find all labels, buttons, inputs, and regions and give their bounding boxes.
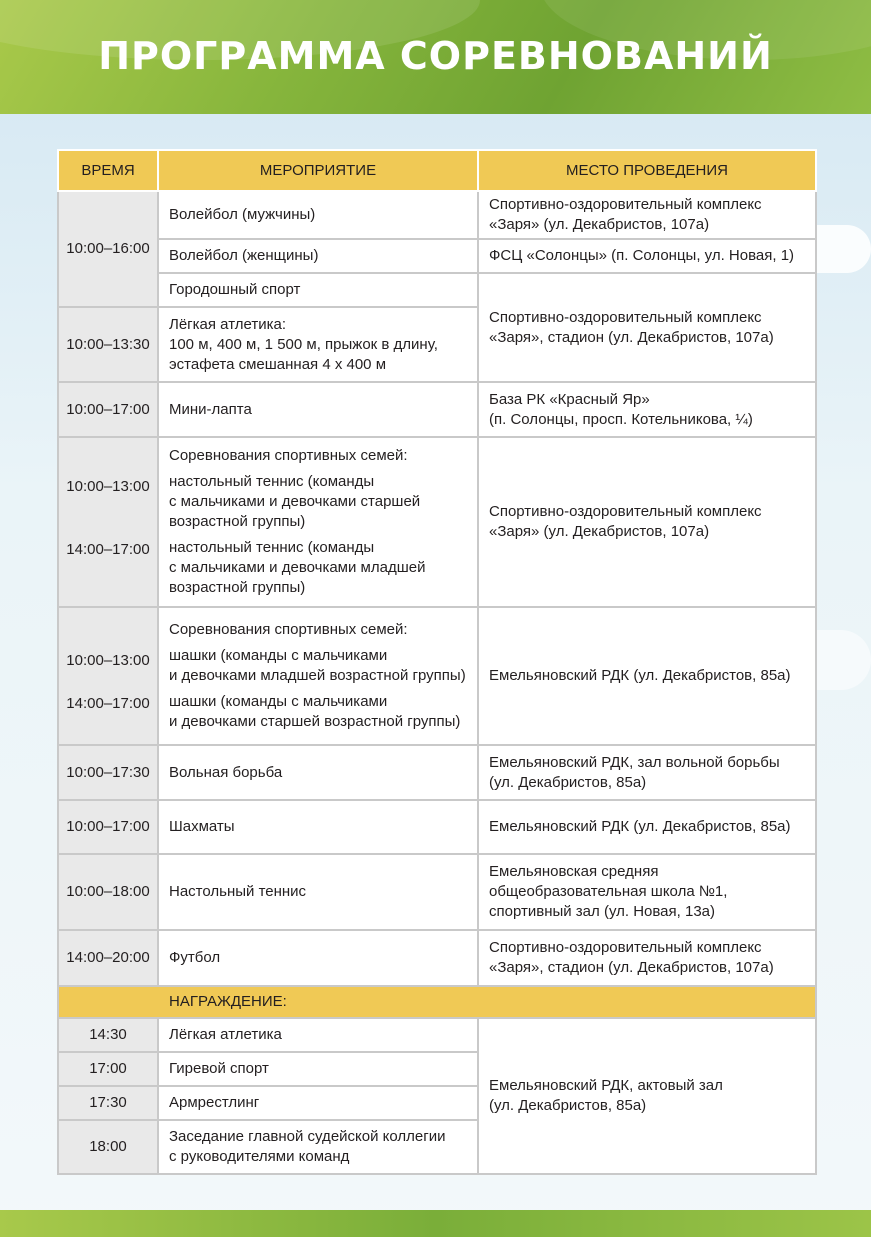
event-line: Соревнования спортивных семей:: [169, 447, 408, 464]
time-cell: 18:00: [58, 1120, 158, 1174]
place-line: спортивный зал (ул. Новая, 13а): [489, 903, 715, 920]
event-line: и девочками старшей возрастной группы): [169, 713, 461, 730]
event-cell: Лёгкая атлетика: [158, 1018, 478, 1052]
event-line: с мальчиками и девочками старшей: [169, 493, 421, 510]
event-cell: [158, 437, 478, 607]
place-line: Емельяновский РДК, зал вольной борьбы: [489, 753, 780, 771]
place-cell: [478, 854, 816, 930]
table-row: [58, 191, 816, 239]
time-line: 14:00–17:00: [66, 541, 150, 558]
event-line: с мальчиками и девочками младшей: [169, 559, 426, 576]
place-line: (п. Солонцы, просп. Котельникова, ¼): [489, 410, 753, 428]
time-cell: 14:00–20:00: [58, 930, 158, 986]
time-line: 14:00–17:00: [66, 694, 150, 712]
table-row: [58, 273, 816, 307]
place-line: «Заря», стадион (ул. Декабристов, 107а): [489, 328, 774, 346]
event-line: возрастной группы): [169, 579, 306, 596]
time-cell: 10:00–17:30: [58, 745, 158, 800]
time-cell: 17:30: [58, 1086, 158, 1120]
event-line: настольный теннис (команды: [169, 539, 375, 556]
event-line: настольный теннис (команды: [169, 473, 375, 490]
event-cell: [158, 607, 478, 745]
place-line: Спортивно-оздоровительный комплекс: [489, 308, 762, 326]
event-cell: Настольный теннис: [158, 854, 478, 930]
col-header-event: МЕРОПРИЯТИЕ: [158, 150, 478, 191]
event-line: возрастной группы): [169, 513, 306, 530]
col-header-time: ВРЕМЯ: [58, 150, 158, 191]
event-cell: [158, 307, 478, 382]
place-line: общеобразовательная школа №1,: [489, 883, 728, 900]
event-cell: Вольная борьба: [158, 745, 478, 800]
event-cell: Футбол: [158, 930, 478, 986]
time-cell: [58, 607, 158, 745]
footer-banner: [0, 1210, 871, 1237]
place-cell: [478, 1018, 816, 1174]
awards-title: НАГРАЖДЕНИЕ:: [58, 986, 816, 1018]
event-line: Заседание главной судейской коллегии: [169, 1128, 446, 1145]
event-cell: Волейбол (женщины): [158, 239, 478, 273]
event-cell: Городошный спорт: [158, 273, 478, 307]
table-row: [58, 745, 816, 800]
event-cell: Гиревой спорт: [158, 1052, 478, 1086]
place-line: Емельяновский РДК, актовый зал: [489, 1077, 723, 1094]
place-line: Спортивно-оздоровительный комплекс: [489, 196, 762, 213]
place-cell: [478, 745, 816, 800]
time-cell: 10:00–16:00: [58, 191, 158, 307]
col-header-place: МЕСТО ПРОВЕДЕНИЯ: [478, 150, 816, 191]
header-row: [58, 150, 816, 191]
event-line: 100 м, 400 м, 1 500 м, прыжок в длину,: [169, 335, 438, 353]
table-row: [58, 382, 816, 437]
time-cell: 14:30: [58, 1018, 158, 1052]
table-row: [58, 239, 816, 273]
place-cell: [478, 437, 816, 607]
event-cell: Шахматы: [158, 800, 478, 854]
place-cell: [478, 382, 816, 437]
event-line: Лёгкая атлетика:: [169, 315, 286, 333]
event-line: с руководителями команд: [169, 1148, 350, 1165]
table-row: [58, 1018, 816, 1052]
event-line: Соревнования спортивных семей:: [169, 621, 408, 638]
event-line: шашки (команды с мальчиками: [169, 647, 388, 664]
place-cell: Емельяновский РДК (ул. Декабристов, 85а): [478, 800, 816, 854]
place-line: (ул. Декабристов, 85а): [489, 1097, 647, 1114]
place-cell: [478, 273, 816, 382]
place-line: Спортивно-оздоровительный комплекс: [489, 939, 762, 956]
table-row: [58, 437, 816, 607]
event-line: шашки (команды с мальчиками: [169, 693, 388, 710]
table-row: [58, 930, 816, 986]
time-cell: 10:00–13:30: [58, 307, 158, 382]
time-cell: [58, 437, 158, 607]
event-line: эстафета смешанная 4 х 400 м: [169, 355, 387, 373]
page-title: ПРОГРАММА СОРЕВНОВАНИЙ: [98, 34, 773, 78]
time-cell: 17:00: [58, 1052, 158, 1086]
place-line: (ул. Декабристов, 85а): [489, 773, 647, 791]
place-line: Емельяновская средняя: [489, 863, 659, 880]
event-cell: Волейбол (мужчины): [158, 191, 478, 239]
place-cell: ФСЦ «Солонцы» (п. Солонцы, ул. Новая, 1): [478, 239, 816, 273]
place-line: База РК «Красный Яр»: [489, 390, 650, 408]
schedule-table: [57, 149, 817, 1175]
time-cell: 10:00–18:00: [58, 854, 158, 930]
place-line: Спортивно-оздоровительный комплекс: [489, 503, 762, 520]
event-cell: [158, 1120, 478, 1174]
time-line: 10:00–13:00: [66, 478, 150, 495]
table-row: [58, 607, 816, 745]
place-cell: Емельяновский РДК (ул. Декабристов, 85а): [478, 607, 816, 745]
table-row: [58, 854, 816, 930]
event-cell: Армрестлинг: [158, 1086, 478, 1120]
place-line: «Заря», стадион (ул. Декабристов, 107а): [489, 959, 774, 976]
time-line: 10:00–13:00: [66, 651, 150, 669]
place-cell: [478, 930, 816, 986]
event-cell: Мини-лапта: [158, 382, 478, 437]
event-line: и девочками младшей возрастной группы): [169, 667, 466, 684]
place-line: «Заря» (ул. Декабристов, 107а): [489, 523, 710, 540]
place-line: «Заря» (ул. Декабристов, 107а): [489, 216, 710, 233]
table-row: [58, 800, 816, 854]
time-cell: 10:00–17:00: [58, 382, 158, 437]
place-cell: [478, 191, 816, 239]
time-cell: 10:00–17:00: [58, 800, 158, 854]
awards-header-row: [58, 986, 816, 1018]
